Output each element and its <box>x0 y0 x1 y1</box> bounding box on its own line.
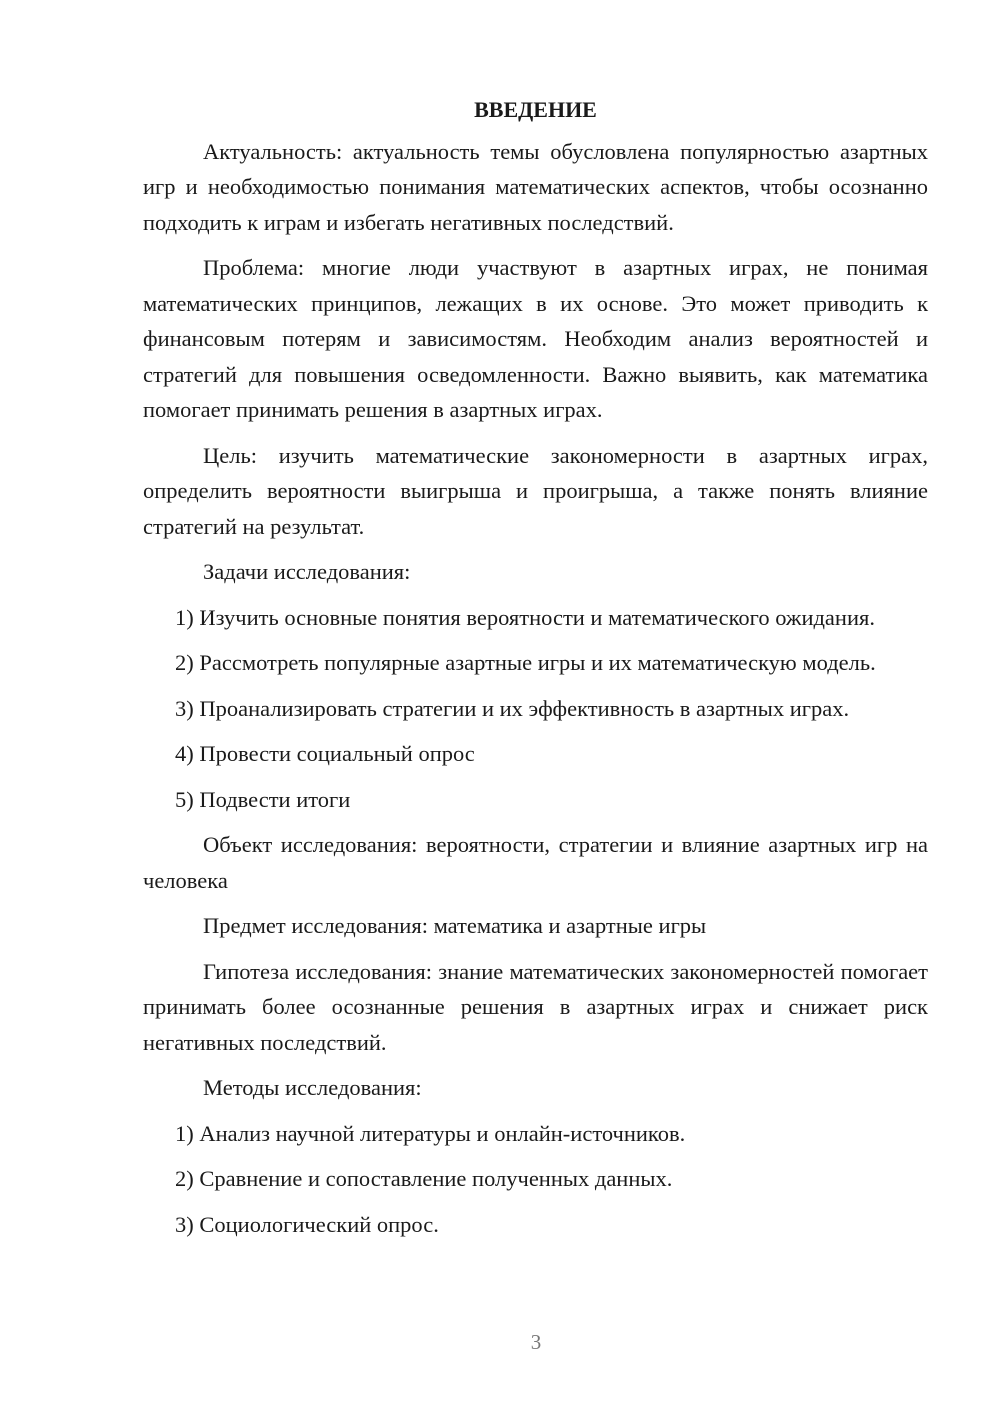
paragraph-object: Объект исследования: вероятности, стратегии и влияние азартных игр на человека <box>143 832 928 893</box>
paragraph-relevance: Актуальность: актуальность темы обусловлена популярностью азартных игр и необходимостью понимания математических аспектов, чтобы осознанно подходить к играм и избегать негативных последствий. <box>143 138 928 235</box>
page-title: ВВЕДЕНИЕ <box>474 97 597 122</box>
paragraph-hypothesis: Гипотеза исследования: знание математических закономерностей помогает принимать более осознанные решения в азартных играх и снижает риск негативных последствий. <box>143 958 928 1055</box>
page-content <box>143 92 928 1252</box>
paragraph-subject: Предмет исследования: математика и азартные игры <box>203 913 707 938</box>
tasks-heading: Задачи исследования: <box>203 559 411 584</box>
task-item-1: 1) Изучить основные понятия вероятности и математического ожидания. <box>175 604 875 630</box>
paragraph-problem: Проблема: многие люди участвуют в азартных играх, не понимая математических принципов, лежащих в их основе. Это может приводить к финансовым потерям и зависимостям. Необходим анализ вероятностей и стратегий для повышения осведомленности. Важно выявить, как математика помогает принимать решения в азартных играх. <box>143 255 928 422</box>
method-item-1: 1) Анализ научной литературы и онлайн-источников. <box>175 1120 686 1146</box>
task-item-4: 4) Провести социальный опрос <box>175 741 475 766</box>
task-item-2: 2) Рассмотреть популярные азартные игры и их математическую модель. <box>175 650 876 675</box>
method-item-2: 2) Сравнение и сопоставление полученных данных. <box>175 1166 673 1191</box>
method-item-3: 3) Социологический опрос. <box>175 1211 439 1237</box>
task-item-5: 5) Подвести итоги <box>175 786 351 812</box>
page-number: 3 <box>530 1330 542 1354</box>
task-item-3: 3) Проанализировать стратегии и их эффективность в азартных играх. <box>175 695 850 721</box>
methods-heading: Методы исследования: <box>203 1075 422 1100</box>
paragraph-goal: Цель: изучить математические закономерности в азартных играх, определить вероятности выигрыша и проигрыша, а также понять влияние стратегий на результат. <box>143 442 928 539</box>
